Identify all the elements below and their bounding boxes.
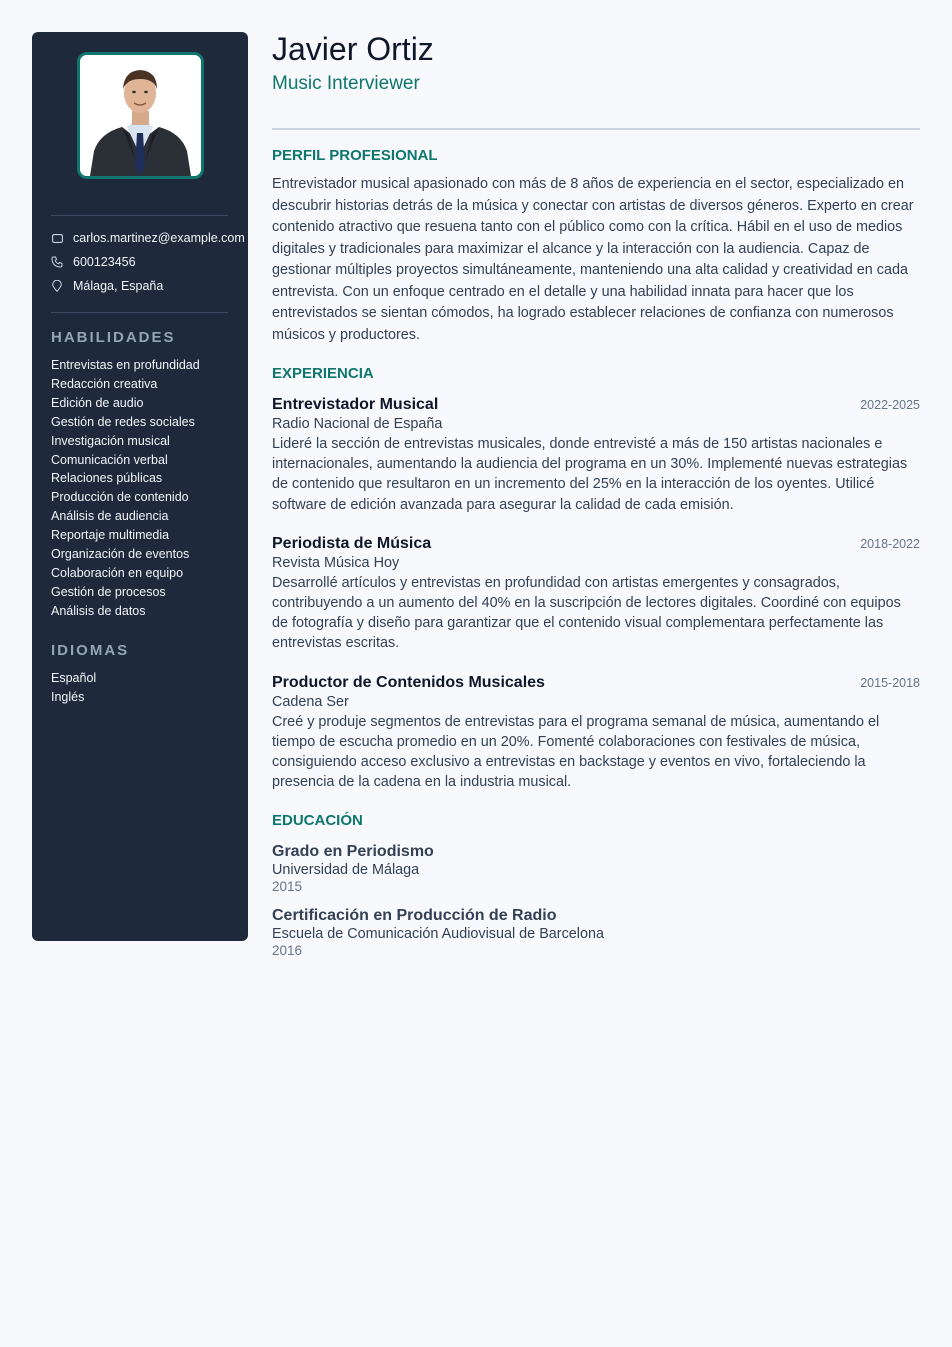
job-company: Revista Música Hoy [272, 554, 400, 571]
email-text[interactable]: carlos.martinez@example.com [73, 231, 245, 245]
skill-item: Relaciones públicas [51, 471, 163, 486]
job-item [272, 395, 920, 515]
job-description: Lideré la sección de entrevistas musicales, donde entrevisté a más de 150 artistas nacionales e internacionales, aumentando la audiencia del programa en un 30%. Implementé nuevas estrategias de contenido que resultaron en un incremento del 25% en la interacción de los oyentes. Utilicé software de edición avanzada para asegurar la calidad de cada emisión. [272, 436, 908, 513]
skill-item: Edición de audio [51, 395, 144, 410]
skill-item: Reportaje multimedia [51, 528, 170, 543]
sidebar-divider [51, 215, 228, 216]
skill-item: Colaboración en equipo [51, 565, 184, 580]
contact-location [51, 274, 228, 298]
job-company: Radio Nacional de España [272, 416, 443, 432]
mail-icon [51, 232, 63, 244]
job-date: 2022-2025 [860, 398, 920, 412]
skill-item: Redacción creativa [51, 376, 158, 391]
education-degree: Certificación en Producción de Radio [272, 907, 557, 925]
education-item [272, 906, 920, 958]
person-role: Music Interviewer [272, 73, 420, 94]
skill-item: Gestión de procesos [51, 584, 166, 599]
skills-heading: HABILIDADES [51, 329, 176, 346]
language-item: Español [51, 670, 97, 685]
header-divider [272, 128, 920, 130]
skill-item: Análisis de datos [51, 603, 146, 618]
skill-item: Análisis de audiencia [51, 509, 169, 524]
sidebar-divider [51, 312, 228, 313]
phone-icon [51, 256, 63, 268]
skill-item: Comunicación verbal [51, 452, 168, 467]
job-company: Cadena Ser [272, 693, 349, 710]
skill-item: Investigación musical [51, 433, 170, 448]
job-description: Desarrollé artículos y entrevistas en profundidad con artistas emergentes y consagrados, contribuyendo a un aumento del 40% en la suscripción de lectores digitales. Coordiné con equipos de fotografía y diseño para garantizar que el contenido visual complementara perfectamente las entrevistas escritas. [272, 574, 901, 652]
profile-photo [77, 52, 204, 179]
profile-heading: PERFIL PROFESIONAL [272, 147, 438, 164]
job-date: 2018-2022 [860, 536, 920, 551]
skill-item: Organización de eventos [51, 547, 190, 562]
skill-item: Producción de contenido [51, 490, 189, 505]
job-description: Creé y produje segmentos de entrevistas para el programa semanal de música, aumentando el tiempo de escucha promedio en un 20%. Fomenté colaboraciones con festivales de música, consiguiendo acceso exclusivo a entrevistas en backstage y eventos en vivo, fortaleciendo la presencia de la cadena en la industria musical. [272, 713, 880, 791]
job-item [272, 673, 920, 793]
education-school: Universidad de Málaga [272, 862, 420, 879]
skills-list [51, 356, 228, 621]
job-title: Productor de Contenidos Musicales [272, 673, 545, 691]
education-degree: Grado en Periodismo [272, 843, 434, 861]
languages-list [51, 669, 228, 707]
contact-list [51, 226, 245, 298]
job-title: Entrevistador Musical [272, 396, 439, 413]
map-pin-icon [51, 280, 63, 292]
education-school: Escuela de Comunicación Audiovisual de Barcelona [272, 926, 604, 943]
education-year: 2015 [272, 879, 303, 895]
profile-photo-image [80, 55, 201, 176]
profile-text: Entrevistador musical apasionado con más de 8 años de experiencia en el sector, especializado en descubrir historias detrás de la música y conectar con artistas de diversos géneros. Experto en crear contenido atractivo que resuena tanto con el público como con la crítica. Hábil en el uso de medios digitales y tradicionales para maximizar el alcance y la interacción con la audiencia. Capaz de gestionar múltiples proyectos simultáneamente, manteniendo una alta calidad y creatividad en cada entrevista. Con un enfoque centrado en el detalle y una habilidad innata para hacer que los entrevistados se sientan cómodos, ha logrado establecer relaciones de confianza con numerosos músicos y productores. [272, 176, 914, 343]
phone-text[interactable]: 600123456 [73, 255, 136, 269]
location-text: Málaga, España [73, 279, 164, 293]
contact-email[interactable] [51, 226, 245, 250]
job-date: 2015-2018 [860, 675, 920, 690]
sidebar [32, 32, 248, 941]
job-title: Periodista de Música [272, 534, 432, 552]
education-year: 2016 [272, 943, 303, 959]
skill-item: Entrevistas en profundidad [51, 358, 200, 372]
contact-phone[interactable] [51, 250, 228, 274]
language-item: Inglés [51, 689, 85, 704]
skill-item: Gestión de redes sociales [51, 414, 195, 429]
main-content [272, 32, 920, 958]
experience-heading: EXPERIENCIA [272, 365, 374, 382]
education-item [272, 842, 920, 894]
person-name: Javier Ortiz [272, 31, 434, 67]
languages-heading: IDIOMAS [51, 641, 130, 659]
job-item [272, 534, 920, 654]
experience-list [272, 395, 920, 792]
education-heading: EDUCACIÓN [272, 812, 363, 830]
